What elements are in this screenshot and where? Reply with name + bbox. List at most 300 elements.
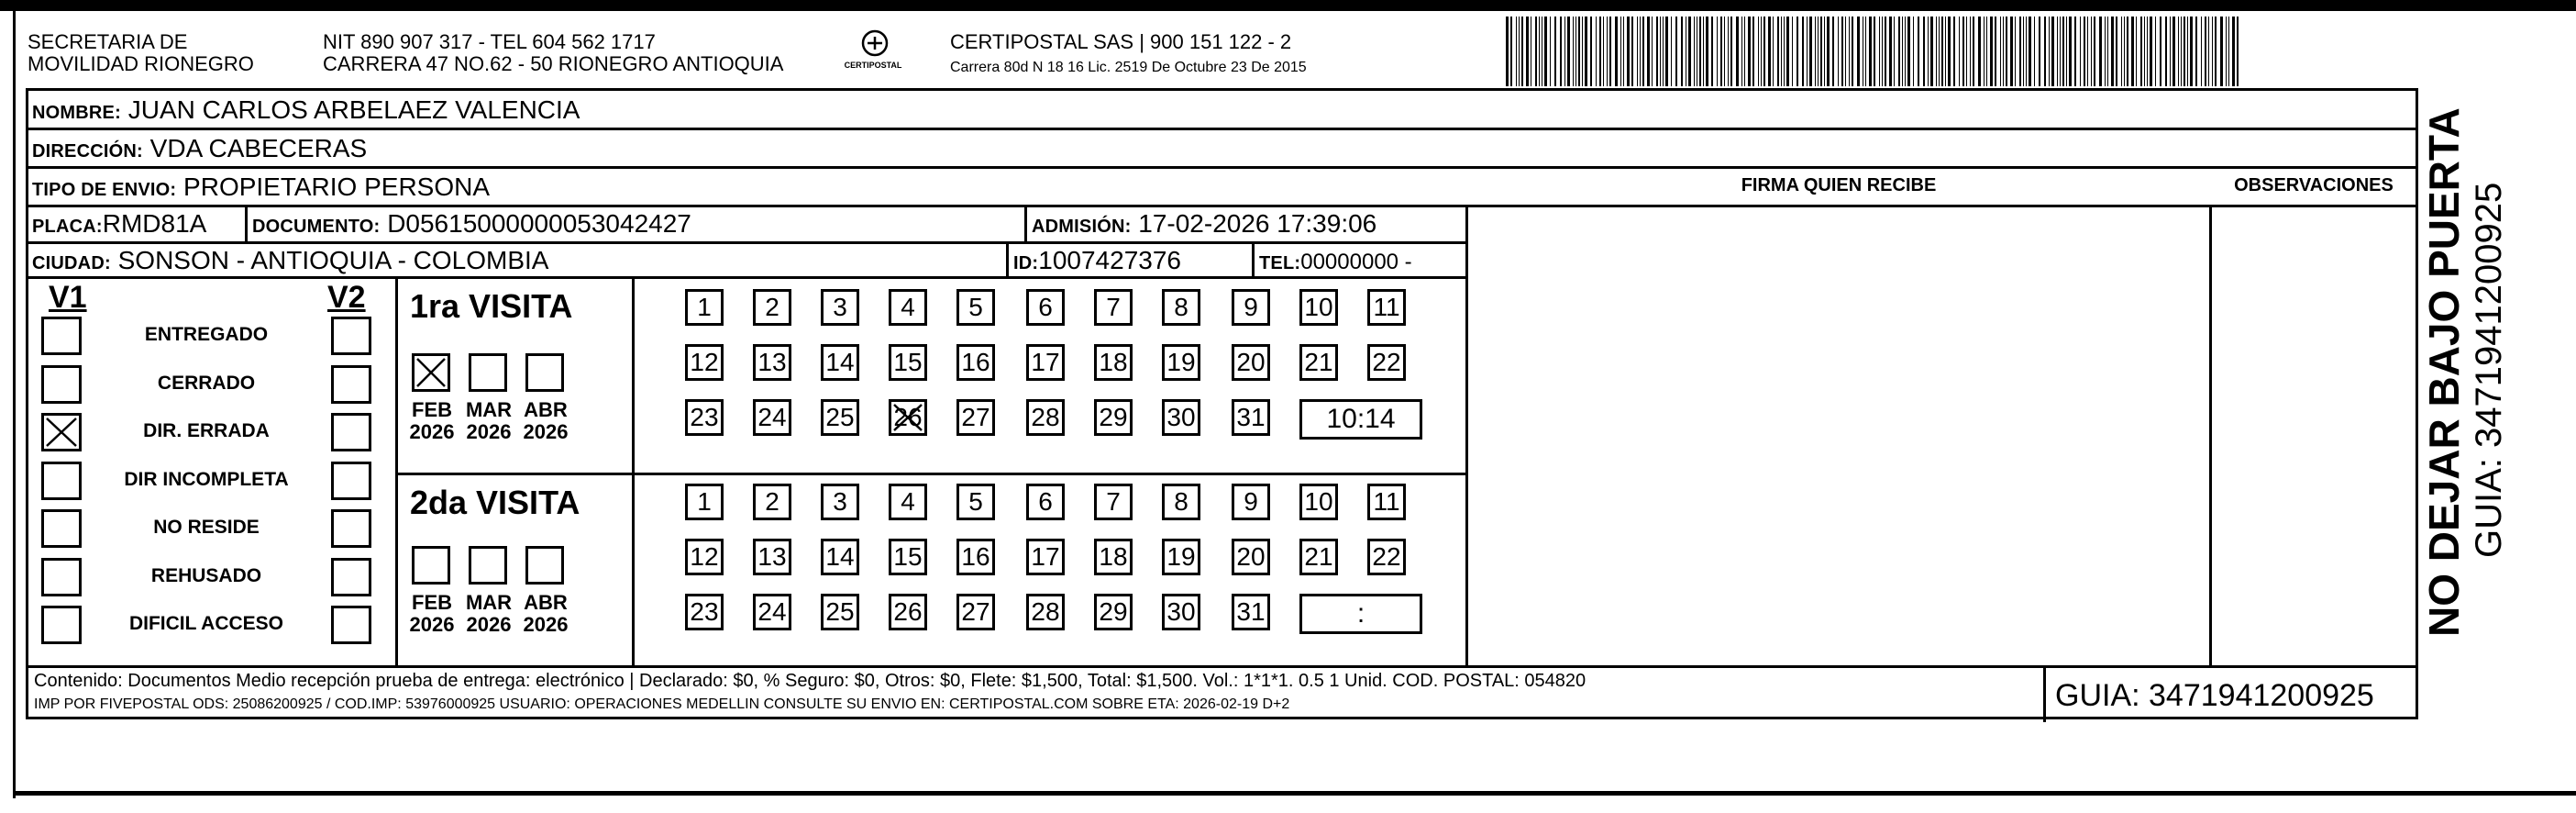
barcode-bar bbox=[1582, 17, 1583, 86]
footer-guia: GUIA: 3471941200925 bbox=[2055, 678, 2374, 713]
visit1-title: 1ra VISITA bbox=[410, 287, 573, 325]
barcode-bar bbox=[2172, 17, 2175, 86]
barcode-bar bbox=[2069, 17, 2072, 86]
v1-header: V1 bbox=[49, 280, 87, 315]
barcode-bar bbox=[1995, 17, 1996, 86]
barcode bbox=[1506, 17, 2245, 86]
day-box[interactable]: 6 bbox=[1026, 289, 1065, 326]
barcode-bar bbox=[2208, 17, 2209, 86]
time-box[interactable]: : bbox=[1299, 594, 1422, 634]
day-box[interactable]: 2 bbox=[753, 289, 791, 326]
barcode-bar bbox=[1941, 17, 1943, 86]
barcode-bar bbox=[2127, 17, 2128, 86]
day-box[interactable]: 22 bbox=[1367, 539, 1406, 575]
barcode-bar bbox=[1838, 17, 1839, 86]
barcode-bar bbox=[1539, 17, 1540, 86]
barcode-bar bbox=[1640, 17, 1641, 86]
day-box[interactable]: 17 bbox=[1026, 344, 1065, 381]
barcode-bar bbox=[1599, 17, 1601, 86]
day-box[interactable]: 9 bbox=[1232, 484, 1270, 520]
barcode-bar bbox=[1544, 17, 1547, 86]
day-box[interactable]: 11 bbox=[1367, 289, 1406, 326]
day-box[interactable]: 12 bbox=[685, 344, 724, 381]
barcode-bar bbox=[1832, 17, 1834, 86]
day-box[interactable]: 5 bbox=[956, 484, 995, 520]
barcode-bar bbox=[1885, 17, 1886, 86]
barcode-bar bbox=[2195, 17, 2197, 86]
recipient-address: VDA CABECERAS bbox=[149, 134, 368, 162]
barcode-bar bbox=[1596, 17, 1597, 86]
day-box[interactable]: 1 bbox=[685, 289, 724, 326]
barcode-bar bbox=[1560, 17, 1562, 86]
barcode-bar bbox=[2051, 17, 2054, 86]
day-box[interactable]: 15 bbox=[889, 539, 927, 575]
month-checkbox[interactable] bbox=[469, 353, 507, 392]
day-box[interactable]: 15 bbox=[889, 344, 927, 381]
barcode-bar bbox=[2144, 17, 2145, 86]
delivery-form bbox=[26, 88, 2418, 719]
barcode-bar bbox=[2066, 17, 2067, 86]
barcode-bar bbox=[1874, 17, 1875, 86]
day-box[interactable]: 11 bbox=[1367, 484, 1406, 520]
month-label bbox=[516, 399, 575, 443]
v1-checkbox[interactable] bbox=[41, 462, 82, 500]
day-box[interactable]: 28 bbox=[1026, 594, 1065, 630]
firma-header: FIRMA QUIEN RECIBE bbox=[1741, 175, 1937, 195]
day-box[interactable]: 27 bbox=[956, 399, 995, 436]
barcode-bar bbox=[1923, 17, 1925, 86]
barcode-bar bbox=[1763, 17, 1765, 86]
barcode-bar bbox=[1506, 17, 1509, 86]
barcode-bar bbox=[1720, 17, 1722, 86]
placa-label: PLACA: bbox=[32, 217, 103, 237]
barcode-bar bbox=[1703, 17, 1704, 86]
barcode-bar bbox=[2105, 17, 2106, 86]
carrier-license: Carrera 80d N 18 16 Lic. 2519 De Octubre 23 De 2015 bbox=[950, 60, 1307, 75]
barcode-bar bbox=[1660, 17, 1661, 86]
barcode-bar bbox=[2155, 17, 2156, 86]
barcode-bar bbox=[1857, 17, 1860, 86]
v2-checkbox[interactable] bbox=[331, 413, 371, 451]
barcode-bar bbox=[1647, 17, 1650, 86]
status-label: DIR. ERRADA bbox=[143, 420, 270, 441]
day-box[interactable]: 19 bbox=[1162, 539, 1200, 575]
barcode-bar bbox=[2228, 17, 2229, 86]
month-year: 2026 bbox=[523, 613, 569, 636]
barcode-bar bbox=[2111, 17, 2114, 86]
barcode-bar bbox=[1519, 17, 1520, 86]
barcode-bar bbox=[2165, 17, 2167, 86]
day-box[interactable]: 31 bbox=[1232, 399, 1270, 436]
barcode-bar bbox=[1564, 17, 1565, 86]
v1-checkbox[interactable] bbox=[41, 365, 82, 404]
barcode-bar bbox=[1744, 17, 1745, 86]
barcode-bar bbox=[1585, 17, 1587, 86]
month-name: MAR bbox=[465, 591, 513, 614]
x-mark-icon bbox=[891, 402, 924, 433]
v1-checkbox[interactable] bbox=[41, 606, 82, 644]
barcode-bar bbox=[2084, 17, 2085, 86]
barcode-bar bbox=[2091, 17, 2092, 86]
barcode-bar bbox=[2039, 17, 2040, 86]
visit2-title: 2da VISITA bbox=[410, 484, 580, 521]
barcode-bar bbox=[1905, 17, 1906, 86]
v1-checkbox[interactable] bbox=[41, 317, 82, 355]
x-mark-icon bbox=[415, 356, 448, 389]
barcode-bar bbox=[2212, 17, 2213, 86]
barcode-bar bbox=[2034, 17, 2035, 86]
no-dejar-warning: NO DEJAR BAJO PUERTA bbox=[2420, 107, 2468, 637]
barcode-bar bbox=[1717, 17, 1718, 86]
month-name: FEB bbox=[412, 591, 452, 614]
barcode-bar bbox=[1970, 17, 1971, 86]
day-box[interactable]: 21 bbox=[1299, 539, 1338, 575]
day-box[interactable]: 26 bbox=[889, 594, 927, 630]
status-label: REHUSADO bbox=[150, 564, 262, 586]
barcode-bar bbox=[1948, 17, 1951, 86]
ciudad-value: SONSON - ANTIOQUIA - COLOMBIA bbox=[117, 246, 549, 274]
v2-checkbox[interactable] bbox=[331, 509, 371, 548]
month-label bbox=[403, 592, 461, 636]
barcode-bar bbox=[1567, 17, 1570, 86]
day-box[interactable]: 14 bbox=[821, 344, 859, 381]
barcode-bar bbox=[2147, 17, 2148, 86]
day-box[interactable]: 8 bbox=[1162, 289, 1200, 326]
barcode-bar bbox=[1865, 17, 1866, 86]
barcode-bar bbox=[2116, 17, 2117, 86]
day-box[interactable]: 18 bbox=[1094, 539, 1133, 575]
month-year: 2026 bbox=[466, 613, 512, 636]
barcode-bar bbox=[2057, 17, 2058, 86]
day-box[interactable]: 22 bbox=[1367, 344, 1406, 381]
barcode-bar bbox=[1818, 17, 1819, 86]
barcode-bar bbox=[1928, 17, 1929, 86]
month-label bbox=[459, 592, 518, 636]
barcode-bar bbox=[1953, 17, 1955, 86]
barcode-bar bbox=[2121, 17, 2122, 86]
barcode-bar bbox=[1882, 17, 1883, 86]
barcode-bar bbox=[2160, 17, 2161, 86]
day-box[interactable]: 21 bbox=[1299, 344, 1338, 381]
day-box[interactable]: 28 bbox=[1026, 399, 1065, 436]
day-box[interactable]: 18 bbox=[1094, 344, 1133, 381]
bottom-border bbox=[13, 791, 2576, 796]
barcode-bar bbox=[2170, 17, 2171, 86]
barcode-bar bbox=[2060, 17, 2061, 86]
barcode-bar bbox=[1711, 17, 1713, 86]
month-label bbox=[459, 399, 518, 443]
day-box[interactable]: 8 bbox=[1162, 484, 1200, 520]
barcode-bar bbox=[1777, 17, 1779, 86]
month-checkbox[interactable] bbox=[412, 353, 450, 392]
v2-checkbox[interactable] bbox=[331, 317, 371, 355]
barcode-bar bbox=[2026, 17, 2027, 86]
left-border bbox=[13, 11, 16, 798]
barcode-bar bbox=[1959, 17, 1960, 86]
barcode-bar bbox=[1773, 17, 1774, 86]
day-box[interactable]: 23 bbox=[685, 594, 724, 630]
barcode-bar bbox=[1962, 17, 1964, 86]
day-box[interactable]: 1 bbox=[685, 484, 724, 520]
barcode-bar bbox=[1627, 17, 1630, 86]
barcode-bar bbox=[1809, 17, 1812, 86]
barcode-bar bbox=[1869, 17, 1872, 86]
barcode-bar bbox=[2187, 17, 2188, 86]
placa-value: RMD81A bbox=[102, 209, 207, 238]
barcode-bar bbox=[1706, 17, 1708, 86]
barcode-bar bbox=[1554, 17, 1556, 86]
barcode-bar bbox=[2003, 17, 2004, 86]
barcode-bar bbox=[2205, 17, 2206, 86]
barcode-bar bbox=[1898, 17, 1900, 86]
barcode-bar bbox=[1768, 17, 1771, 86]
barcode-bar bbox=[1656, 17, 1658, 86]
documento-value: D05615000000053042427 bbox=[387, 209, 691, 238]
sender-name-line1: SECRETARIA DE bbox=[28, 30, 188, 53]
month-checkbox[interactable] bbox=[469, 546, 507, 585]
barcode-bar bbox=[2019, 17, 2021, 86]
tipo-envio-label: TIPO DE ENVIO: bbox=[32, 180, 177, 200]
barcode-bar bbox=[1973, 17, 1974, 86]
barcode-bar bbox=[1736, 17, 1739, 86]
barcode-bar bbox=[2080, 17, 2081, 86]
barcode-bar bbox=[2150, 17, 2152, 86]
day-box[interactable]: 29 bbox=[1094, 399, 1133, 436]
barcode-bar bbox=[2220, 17, 2223, 86]
barcode-bar bbox=[1675, 17, 1677, 86]
day-box[interactable]: 2 bbox=[753, 484, 791, 520]
barcode-bar bbox=[2232, 17, 2235, 86]
day-box[interactable]: 4 bbox=[889, 484, 927, 520]
status-label: NO RESIDE bbox=[153, 517, 260, 538]
barcode-bar bbox=[1939, 17, 1940, 86]
month-year: 2026 bbox=[409, 420, 455, 443]
barcode-bar bbox=[2015, 17, 2016, 86]
month-year: 2026 bbox=[523, 420, 569, 443]
tel-value: 00000000 - bbox=[1300, 250, 1412, 274]
day-box[interactable]: 30 bbox=[1162, 594, 1200, 630]
barcode-bar bbox=[1615, 17, 1618, 86]
day-box[interactable]: 27 bbox=[956, 594, 995, 630]
sender-nit: NIT 890 907 317 - TEL 604 562 1717 bbox=[323, 30, 656, 53]
barcode-bar bbox=[1663, 17, 1664, 86]
day-box[interactable]: 29 bbox=[1094, 594, 1133, 630]
barcode-bar bbox=[1761, 17, 1762, 86]
barcode-bar bbox=[2087, 17, 2088, 86]
month-name: ABR bbox=[524, 398, 568, 421]
day-box[interactable]: 13 bbox=[753, 539, 791, 575]
admision-label: ADMISIÓN: bbox=[1032, 217, 1132, 237]
barcode-bar bbox=[1526, 17, 1529, 86]
barcode-bar bbox=[1516, 17, 1517, 86]
barcode-bar bbox=[1631, 17, 1633, 86]
v2-checkbox[interactable] bbox=[331, 462, 371, 500]
barcode-bar bbox=[1510, 17, 1512, 86]
barcode-bar bbox=[1575, 17, 1576, 86]
month-name: MAR bbox=[465, 398, 513, 421]
barcode-bar bbox=[1781, 17, 1782, 86]
barcode-bar bbox=[1849, 17, 1850, 86]
v2-checkbox[interactable] bbox=[331, 558, 371, 596]
day-box[interactable]: 14 bbox=[821, 539, 859, 575]
day-box[interactable]: 4 bbox=[889, 289, 927, 326]
status-label: DIFICIL ACCESO bbox=[128, 613, 283, 634]
day-box[interactable]: 31 bbox=[1232, 594, 1270, 630]
month-year: 2026 bbox=[466, 420, 512, 443]
logo-caption: CERTIPOSTAL bbox=[844, 61, 902, 70]
day-box[interactable]: 10 bbox=[1299, 289, 1338, 326]
barcode-bar bbox=[1966, 17, 1967, 86]
day-box[interactable]: 17 bbox=[1026, 539, 1065, 575]
sender-address: CARRERA 47 NO.62 - 50 RIONEGRO ANTIOQUIA bbox=[323, 52, 784, 75]
day-box[interactable]: 19 bbox=[1162, 344, 1200, 381]
barcode-bar bbox=[1978, 17, 1981, 86]
month-checkbox[interactable] bbox=[525, 546, 564, 585]
recipient-name: JUAN CARLOS ARBELAEZ VALENCIA bbox=[127, 95, 580, 124]
barcode-bar bbox=[1620, 17, 1621, 86]
barcode-bar bbox=[2184, 17, 2185, 86]
barcode-bar bbox=[1852, 17, 1853, 86]
barcode-bar bbox=[1936, 17, 1937, 86]
barcode-bar bbox=[2006, 17, 2007, 86]
barcode-bar bbox=[1845, 17, 1846, 86]
barcode-bar bbox=[1550, 17, 1551, 86]
barcode-bar bbox=[2029, 17, 2031, 86]
barcode-bar bbox=[1802, 17, 1804, 86]
month-name: FEB bbox=[412, 398, 452, 421]
id-value: 1007427376 bbox=[1038, 246, 1181, 274]
barcode-bar bbox=[1573, 17, 1574, 86]
side-guia: GUIA: 3471941200925 bbox=[2469, 182, 2509, 558]
barcode-bar bbox=[2094, 17, 2095, 86]
barcode-bar bbox=[1786, 17, 1789, 86]
barcode-bar bbox=[1986, 17, 1987, 86]
barcode-bar bbox=[1824, 17, 1825, 86]
barcode-bar bbox=[1841, 17, 1843, 86]
barcode-bar bbox=[1590, 17, 1592, 86]
v1-checkbox[interactable] bbox=[41, 509, 82, 548]
day-box[interactable]: 7 bbox=[1094, 289, 1133, 326]
barcode-bar bbox=[1699, 17, 1701, 86]
barcode-bar bbox=[2136, 17, 2137, 86]
day-box[interactable]: 13 bbox=[753, 344, 791, 381]
barcode-bar bbox=[1792, 17, 1793, 86]
v2-header: V2 bbox=[327, 280, 366, 315]
barcode-bar bbox=[2099, 17, 2102, 86]
observaciones-header: OBSERVACIONES bbox=[2234, 175, 2394, 195]
day-box[interactable]: 26 bbox=[889, 399, 927, 436]
day-box[interactable]: 20 bbox=[1232, 344, 1270, 381]
day-box[interactable]: 25 bbox=[821, 399, 859, 436]
barcode-bar bbox=[1681, 17, 1683, 86]
barcode-bar bbox=[1752, 17, 1754, 86]
status-label: DIR INCOMPLETA bbox=[124, 468, 289, 490]
barcode-bar bbox=[1945, 17, 1946, 86]
day-box[interactable]: 10 bbox=[1299, 484, 1338, 520]
day-box[interactable]: 20 bbox=[1232, 539, 1270, 575]
admision-value: 17-02-2026 17:39:06 bbox=[1138, 209, 1377, 238]
barcode-bar bbox=[1728, 17, 1729, 86]
barcode-bar bbox=[1671, 17, 1672, 86]
barcode-bar bbox=[1578, 17, 1580, 86]
barcode-bar bbox=[2190, 17, 2193, 86]
barcode-bar bbox=[1913, 17, 1914, 86]
barcode-bar bbox=[2201, 17, 2202, 86]
barcode-bar bbox=[1827, 17, 1830, 86]
v2-checkbox[interactable] bbox=[331, 365, 371, 404]
day-box[interactable]: 24 bbox=[753, 399, 791, 436]
day-box[interactable]: 3 bbox=[821, 484, 859, 520]
barcode-bar bbox=[1688, 17, 1691, 86]
barcode-bar bbox=[2000, 17, 2001, 86]
barcode-bar bbox=[1889, 17, 1892, 86]
barcode-bar bbox=[1918, 17, 1919, 86]
barcode-bar bbox=[1879, 17, 1880, 86]
day-box[interactable]: 5 bbox=[956, 289, 995, 326]
v2-checkbox[interactable] bbox=[331, 606, 371, 644]
barcode-bar bbox=[2107, 17, 2108, 86]
v1-checkbox[interactable] bbox=[41, 413, 82, 451]
day-box[interactable]: 16 bbox=[956, 344, 995, 381]
barcode-bar bbox=[1652, 17, 1653, 86]
barcode-bar bbox=[2010, 17, 2013, 86]
day-box[interactable]: 30 bbox=[1162, 399, 1200, 436]
day-box[interactable]: 16 bbox=[956, 539, 995, 575]
barcode-bar bbox=[1894, 17, 1895, 86]
nombre-label: NOMBRE: bbox=[32, 103, 121, 123]
day-box[interactable]: 12 bbox=[685, 539, 724, 575]
barcode-bar bbox=[2131, 17, 2134, 86]
barcode-bar bbox=[1748, 17, 1751, 86]
day-box[interactable]: 24 bbox=[753, 594, 791, 630]
barcode-bar bbox=[1609, 17, 1611, 86]
time-box[interactable]: 10:14 bbox=[1299, 399, 1422, 440]
barcode-bar bbox=[1930, 17, 1933, 86]
day-box[interactable]: 6 bbox=[1026, 484, 1065, 520]
month-label bbox=[516, 592, 575, 636]
id-label: ID: bbox=[1013, 253, 1039, 273]
barcode-bar bbox=[2124, 17, 2125, 86]
barcode-bar bbox=[2074, 17, 2076, 86]
barcode-bar bbox=[1797, 17, 1798, 86]
barcode-bar bbox=[1741, 17, 1742, 86]
v1-checkbox[interactable] bbox=[41, 558, 82, 596]
day-box[interactable]: 9 bbox=[1232, 289, 1270, 326]
tipo-envio-value: PROPIETARIO PERSONA bbox=[183, 173, 491, 201]
day-box[interactable]: 25 bbox=[821, 594, 859, 630]
day-box[interactable]: 3 bbox=[821, 289, 859, 326]
sender-name-line2: MOVILIDAD RIONEGRO bbox=[28, 52, 254, 75]
status-label: ENTREGADO bbox=[144, 324, 269, 345]
carrier-name: CERTIPOSTAL SAS | 900 151 122 - 2 bbox=[950, 30, 1292, 53]
x-mark-icon bbox=[44, 416, 79, 449]
day-box[interactable]: 23 bbox=[685, 399, 724, 436]
barcode-bar bbox=[1521, 17, 1523, 86]
month-checkbox[interactable] bbox=[525, 353, 564, 392]
footer-print-info: IMP POR FIVEPOSTAL ODS: 25086200925 / COD.IMP: 53976000925 USUARIO: OPERACIONES MEDELLIN CONSULTE SU ENVIO EN: CERTIPOSTAL.COM SOBRE ETA: 2026-02-19 D+2 bbox=[34, 696, 1290, 712]
barcode-bar bbox=[2140, 17, 2142, 86]
documento-label: DOCUMENTO: bbox=[252, 217, 381, 237]
barcode-bar bbox=[1603, 17, 1604, 86]
day-box[interactable]: 7 bbox=[1094, 484, 1133, 520]
barcode-bar bbox=[1907, 17, 1910, 86]
ciudad-label: CIUDAD: bbox=[32, 253, 111, 273]
barcode-bar bbox=[1637, 17, 1638, 86]
month-checkbox[interactable] bbox=[412, 546, 450, 585]
barcode-bar bbox=[2049, 17, 2050, 86]
barcode-bar bbox=[1535, 17, 1537, 86]
barcode-bar bbox=[1694, 17, 1695, 86]
